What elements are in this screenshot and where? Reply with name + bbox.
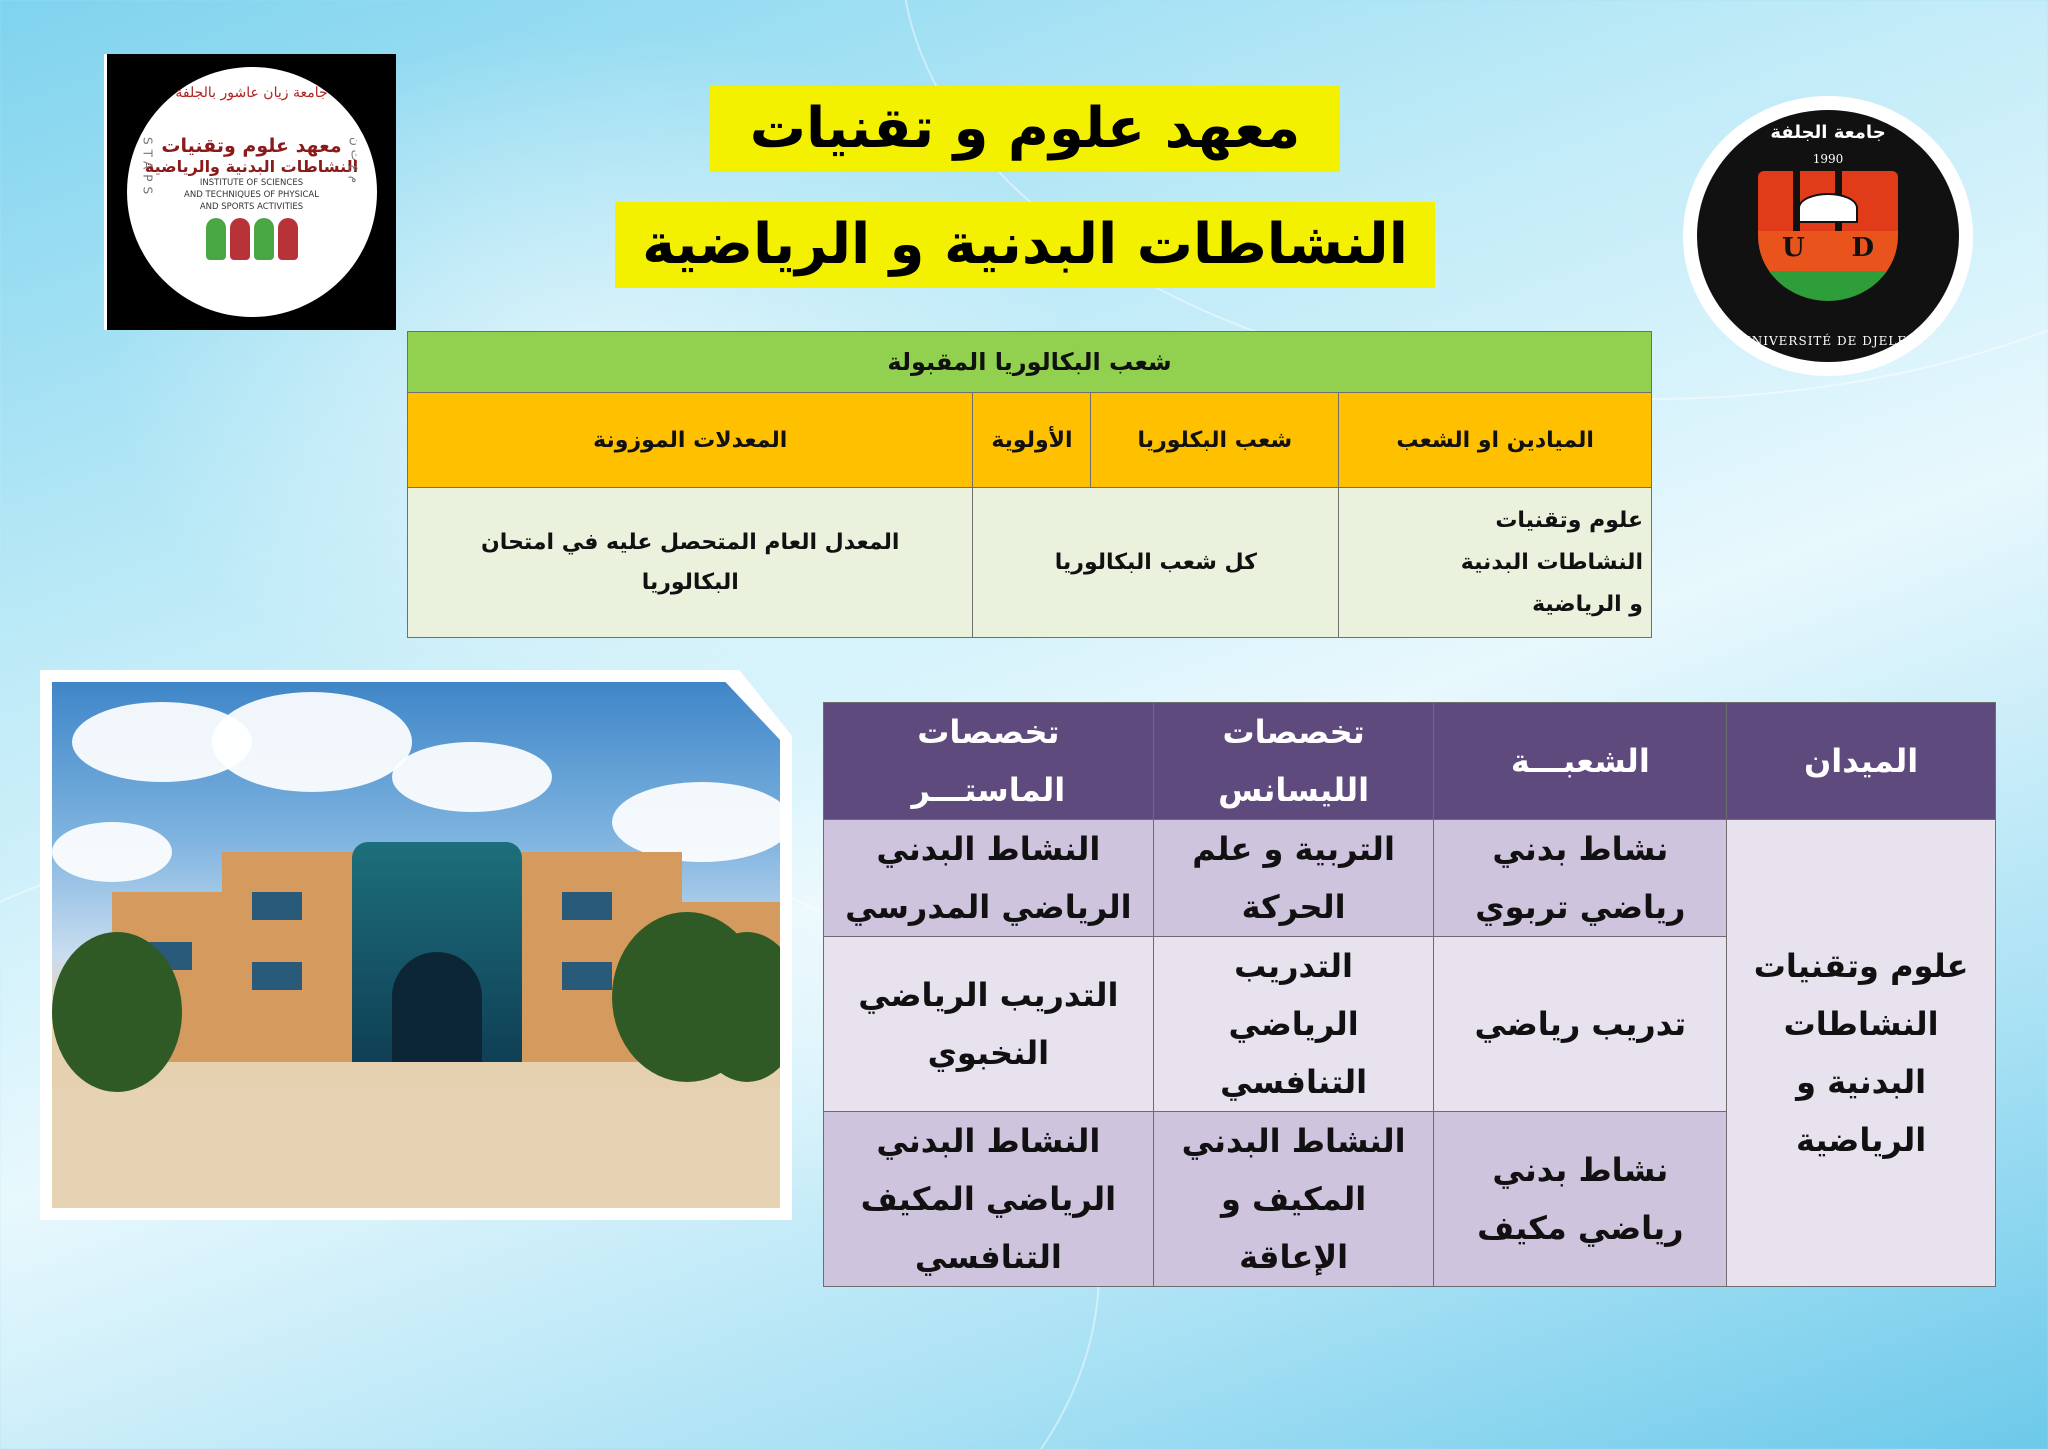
weighted-average-line: البكالوريا [641,569,739,595]
open-book-icon [1798,193,1858,223]
master-cell-line: النشاط البدني [876,1122,1101,1160]
stream-cell-line: نشاط بدني [1492,830,1669,868]
page-title-line-2: النشاطات البدنية و الرياضية [615,202,1435,288]
logo-name-arabic-2: النشاطات البدنية والرياضية [144,156,359,176]
university-logo-laurel [1683,96,1973,376]
field-cell-line: النشاطات البدنية [1460,549,1643,575]
master-cell-line: التدريب الرياضي [858,976,1119,1014]
header-master-specializations [824,703,1154,820]
logo-name-english-3: AND SPORTS ACTIVITIES [199,201,304,212]
shield-letter-d: D [1851,233,1874,263]
bac-streams-cell: كل شعب البكالوريا [973,488,1339,638]
field-cell [1339,488,1652,638]
stream-cell [1434,937,1727,1112]
header-bac-streams: شعب البكلوريا [1091,393,1339,488]
master-cell [824,1112,1154,1287]
campus-photo-frame [40,670,792,1220]
licence-cell [1153,937,1434,1112]
master-cell-line: النخبوي [927,1034,1050,1072]
weighted-average-cell [408,488,973,638]
campus-building-photo [52,682,780,1208]
specializations-table [823,702,1996,1287]
header-fields: الميادين او الشعب [1339,393,1652,488]
shield-letter-u: U [1782,233,1805,263]
bac-streams-table [407,331,1652,638]
logo-name-english-2: AND TECHNIQUES OF PHYSICAL [184,189,319,200]
header-field: الميدان [1727,703,1996,820]
stream-cell-line: رياضي تربوي [1475,888,1686,926]
institute-logo-emblem [127,67,377,317]
header-licence-line: تخصصات [1222,713,1365,751]
institute-logo [104,54,396,330]
logo-ring-text: جامعة زيان عاشور بالجلفة [175,85,328,101]
field-cell-line: البدنية و [1796,1063,1927,1101]
weighted-average-line: المعدل العام المتحصل عليه في امتحان [481,529,900,555]
stream-cell-line: رياضي مكيف [1477,1209,1684,1247]
field-cell-line: علوم وتقنيات [1753,947,1969,985]
licence-cell-line: التربية و علم [1192,830,1395,868]
university-logo [1680,96,1976,376]
licence-cell-line: الرياضي [1228,1005,1359,1043]
field-cell [1727,820,1996,1287]
logo-name-arabic-1: معهد علوم وتقنيات [161,134,342,157]
licence-cell [1153,1112,1434,1287]
header-weighted-averages: المعدلات الموزونة [408,393,973,488]
university-shield-icon [1758,171,1898,301]
licence-cell-line: النشاط البدني [1181,1122,1406,1160]
header-master-line: تخصصات [917,713,1060,751]
master-cell-line: الرياضي المكيف [860,1180,1117,1218]
field-cell-line: الرياضية [1795,1121,1927,1159]
licence-cell [1153,820,1434,937]
field-cell-line: علوم وتقنيات [1495,507,1643,533]
field-cell-line: و الرياضية [1532,591,1643,617]
stream-cell [1434,820,1727,937]
header-priority: الأولوية [973,393,1091,488]
field-cell-line: النشاطات [1783,1005,1939,1043]
header-licence-line: الليسانس [1218,771,1370,809]
university-logo-ring [1697,110,1959,362]
page-title-line-1: معهد علوم و تقنيات [710,86,1340,172]
header-master-line: الماستـــر [911,771,1066,809]
stream-cell-line: نشاط بدني [1492,1151,1669,1189]
bac-streams-table-caption: شعب البكالوريا المقبولة [408,332,1652,393]
master-cell [824,937,1154,1112]
stream-cell [1434,1112,1727,1287]
university-founding-year: 1990 [1812,152,1844,166]
master-cell-line: النشاط البدني [876,830,1101,868]
university-name-french: UNIVERSITÉ DE DJELFA [1740,334,1916,348]
logo-side-text-left: STAPS [140,137,155,200]
master-cell [824,820,1154,937]
logo-side-text-right: م ع ت ن [348,137,363,184]
stream-cell-line: تدريب رياضي [1474,1005,1687,1043]
licence-cell-line: الحركة [1241,888,1346,926]
university-name-arabic: جامعة الجلفة [1770,122,1886,143]
header-stream: الشعبـــة [1434,703,1727,820]
licence-cell-line: التدريب [1234,947,1354,985]
master-cell-line: التنافسي [914,1238,1062,1276]
logo-name-english-1: INSTITUTE OF SCIENCES [199,177,304,188]
licence-cell-line: المكيف و [1220,1180,1367,1218]
master-cell-line: الرياضي المدرسي [845,888,1132,926]
header-licence-specializations [1153,703,1434,820]
athletes-icon [206,218,298,260]
licence-cell-line: الإعاقة [1239,1238,1349,1276]
licence-cell-line: التنافسي [1220,1063,1368,1101]
